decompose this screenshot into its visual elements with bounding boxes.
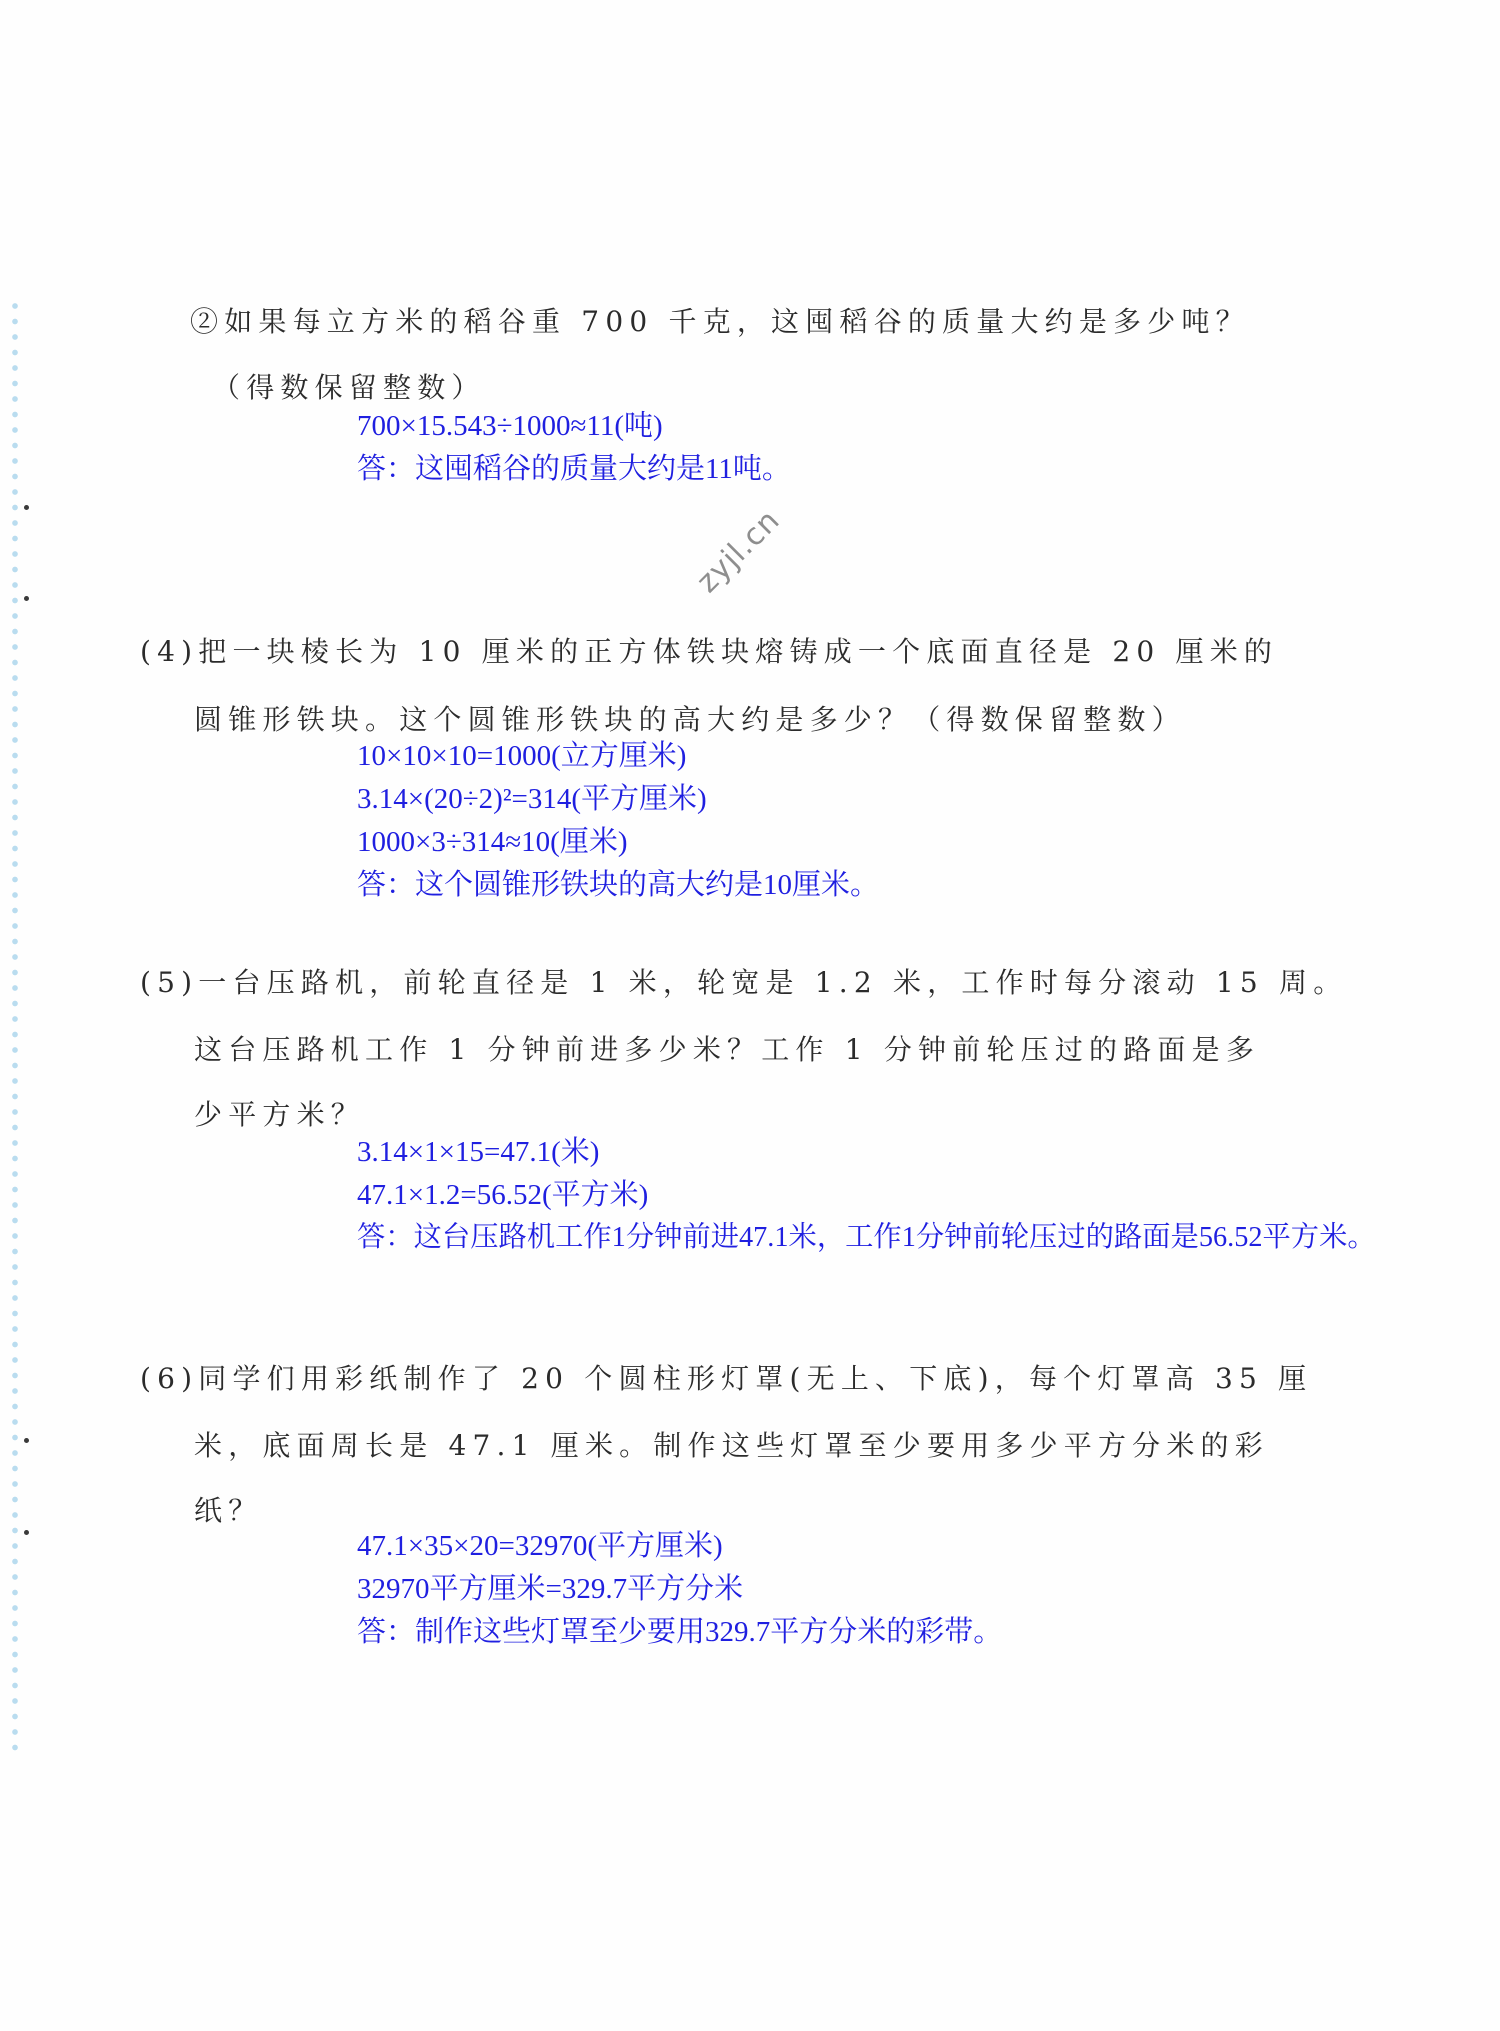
watermark: zyjl.cn	[690, 502, 788, 600]
answer-line: 答：这囤稻谷的质量大约是11吨。	[357, 453, 791, 485]
answer-line: 47.1×35×20=32970(平方厘米)	[357, 1530, 723, 1562]
answer-line: 答：这台压路机工作1分钟前进47.1米，工作1分钟前轮压过的路面是56.52平方米。	[357, 1222, 1376, 1253]
question-line: 圆锥形铁块。这个圆锥形铁块的高大约是多少？（得数保留整数）	[194, 703, 1186, 736]
question-line: (4)把一块棱长为 10 厘米的正方体铁块熔铸成一个底面直径是 20 厘米的	[140, 635, 1279, 668]
answer-line: 3.14×(20÷2)²=314(平方厘米)	[357, 783, 707, 815]
answer-line: 700×15.543÷1000≈11(吨)	[357, 410, 663, 442]
binding-mark	[24, 596, 29, 601]
answer-line: 32970平方厘米=329.7平方分米	[357, 1573, 744, 1605]
question-line: 少平方米？	[194, 1098, 366, 1131]
question-line: （得数保留整数）	[212, 371, 486, 404]
binding-edge-dots	[8, 300, 22, 1760]
answer-line: 10×10×10=1000(立方厘米)	[357, 740, 687, 772]
question-line: ②如果每立方米的稻谷重 700 千克，这囤稻谷的质量大约是多少吨？	[190, 305, 1250, 338]
binding-mark	[24, 1438, 29, 1443]
answer-line: 答：制作这些灯罩至少要用329.7平方分米的彩带。	[357, 1616, 1003, 1648]
question-line: 米，底面周长是 47.1 厘米。制作这些灯罩至少要用多少平方分米的彩	[194, 1429, 1269, 1462]
answer-line: 1000×3÷314≈10(厘米)	[357, 826, 628, 858]
answer-line: 3.14×1×15=47.1(米)	[357, 1136, 600, 1168]
answer-line: 答：这个圆锥形铁块的高大约是10厘米。	[357, 869, 880, 901]
question-line: (5)一台压路机，前轮直径是 1 米，轮宽是 1.2 米，工作时每分滚动 15 周。	[140, 966, 1348, 999]
binding-mark	[24, 1530, 29, 1535]
question-line: 纸？	[194, 1494, 263, 1527]
answer-line: 47.1×1.2=56.52(平方米)	[357, 1179, 649, 1211]
binding-mark	[24, 505, 29, 510]
question-line: 这台压路机工作 1 分钟前进多少米？工作 1 分钟前轮压过的路面是多	[194, 1033, 1261, 1066]
question-line: (6)同学们用彩纸制作了 20 个圆柱形灯罩(无上、下底)，每个灯罩高 35 厘	[140, 1362, 1313, 1395]
